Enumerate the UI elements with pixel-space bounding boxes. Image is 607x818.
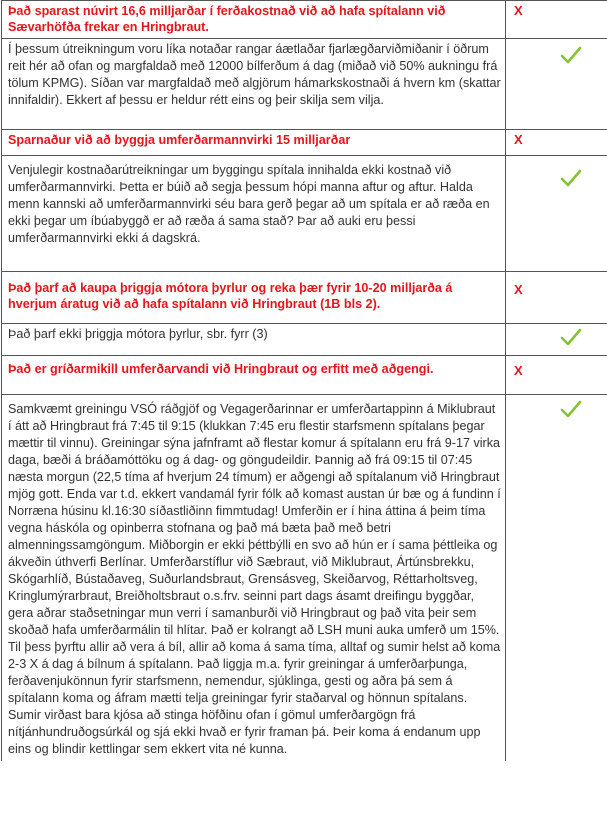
table-row-response	[2, 156, 607, 272]
mark-cell	[506, 395, 607, 762]
table-row-claim	[2, 130, 607, 156]
response-text: Það þarf ekki þriggja mótora þyrlur, sbr. fyrr (3)	[8, 327, 268, 341]
claim-text: Það þarf að kaupa þriggja mótora þyrlur og reka þær fyrir 10-20 milljarða á hverjum áratug við að hafa spítalann við Hringbraut (1B bls 2).	[8, 281, 453, 311]
mark-cell	[506, 1, 607, 39]
table-row-claim	[2, 356, 607, 395]
false-mark: X	[514, 3, 523, 18]
checkmark-icon	[560, 45, 582, 65]
table-row-claim	[2, 272, 607, 324]
false-mark: X	[514, 282, 523, 297]
claim-cell	[2, 356, 506, 395]
checkmark-icon	[560, 399, 582, 419]
false-mark: X	[514, 363, 523, 378]
mark-cell	[506, 39, 607, 130]
response-text: Í þessum útreikningum voru líka notaðar rangar áætlaðar fjarlægðarviðmiðanir í öðrum reit hér að ofan og margfaldað með 12000 bílferðum á dag (miðað við 50% aukningu frá tölum KPMG). Síðan var margfaldað með algjörum hámarkskostnaði á hvern km (skattar innifaldir). Ekkert af þessu er heldur rétt eins og þeir skilja sem vilja.	[8, 42, 501, 107]
mark-cell	[506, 324, 607, 356]
claims-table	[1, 0, 607, 761]
checkmark-icon	[560, 327, 582, 347]
claim-text: Það er gríðarmikill umferðarvandi við Hringbraut og erfitt með aðgengi.	[8, 362, 434, 376]
claim-cell	[2, 130, 506, 156]
mark-cell	[506, 356, 607, 395]
mark-cell	[506, 272, 607, 324]
mark-cell	[506, 156, 607, 272]
claim-cell	[2, 1, 506, 39]
table-row-response	[2, 324, 607, 356]
checkmark-icon	[560, 168, 582, 188]
response-cell	[2, 395, 506, 762]
response-text: Venjulegir kostnaðarútreikningar um byggingu spítala innihalda ekki kostnað við umferðarmannvirki. Þetta er búið að segja þessum hópi manna aftur og aftur. Halda menn kannski að umferðarmannvirki séu bara gerð þegar að um spítala er að ræða en ekki þegar um íbúabyggð er að ræða á sama stað? Þar að auki eru þessi umferðarmannvirki ekki á dagskrá.	[8, 163, 490, 245]
claim-text: Það sparast núvirt 16,6 milljarðar í ferðakostnað við að hafa spítalann við Sævarhöfða frekar en Hringbraut.	[8, 4, 446, 34]
response-cell	[2, 156, 506, 272]
response-cell	[2, 324, 506, 356]
mark-cell	[506, 130, 607, 156]
claim-cell	[2, 272, 506, 324]
table-row-response	[2, 395, 607, 762]
table-row-response	[2, 39, 607, 130]
claim-text: Sparnaður við að byggja umferðarmannvirki 15 milljarðar	[8, 133, 351, 147]
table-row-claim	[2, 1, 607, 39]
response-text: Samkvæmt greiningu VSÓ ráðgjöf og Vegagerðarinnar er umferðartappinn á Miklubraut í átt að Hringbraut frá 7:45 til 9:15 (klukkan 7:45 eru flestir starfsmenn spítalans þegar mættir til vinnu). Greiningar sýna jafnframt að flestar komur á spítalann eru frá 9-17 virka daga, bæði á bráðamóttöku og á dag- og göngudeildir. Þannig að frá 09:15 til 07:45 næsta morgun (22,5 tíma af hverjum 24 tímum) er aðgengi að spítalanum við Hringbraut mjög gott. Enda var t.d. ekkert vandamál fyrir fólk að komast austan úr bæ og á fundinn í Norræna húsinu kl.16:30 síðastliðinn fimmtudag! Umferðin er í hina áttina á þeim tíma vegna háskóla og opinberra stofnana og það má bæta það með betri almenningssamgöngum. Miðborgin er ekki þéttbýlli en svo að hún er í sama þéttleika og ákveðin úthverfi Berlínar. Umferðarstíflur við Sæbraut, við Miklubraut, Ártúnsbrekku, Skógarhlíð, Bústaðaveg, Suðurlandsbraut, Grensásveg, Skeiðarvog, Réttarholtsveg, Kringlumýrarbraut, Breiðholtsbraut o.s.frv. seinni part dags ásamt dreifingu byggðar, gera aðrar staðsetningar mun verri í samanburði við Hringbraut og það vita þeir sem skoðað hafa umferðarmálin til hlítar. Það er kolrangt að LSH muni auka umferð um 15%. Til þess þyrftu allir að vera á bíl, allir að koma á sama tíma, alltaf og sumir helst að koma 2-3 X á dag á bílnum á spítalann. Það liggja m.a. fyrir greiningar á umferðarþunga, ferðavenjukönnun fyrir starfsmenn, nemendur, sjúklinga, gesti og aðra þá sem á spítalann koma og áfram mætti telja greiningar fyrir staðarval og hönnun spítalans. Sumir virðast bara kjósa að stinga höfðinu ofan í gömul umferðargögn frá nítjánhundruðogsúrkál og sjá ekki hvað er fyrir framan þá. Þeir koma á endanum upp eins og blindir kettlingar sem ekkert vita né kunna.	[8, 402, 501, 756]
response-cell	[2, 39, 506, 130]
false-mark: X	[514, 132, 523, 147]
